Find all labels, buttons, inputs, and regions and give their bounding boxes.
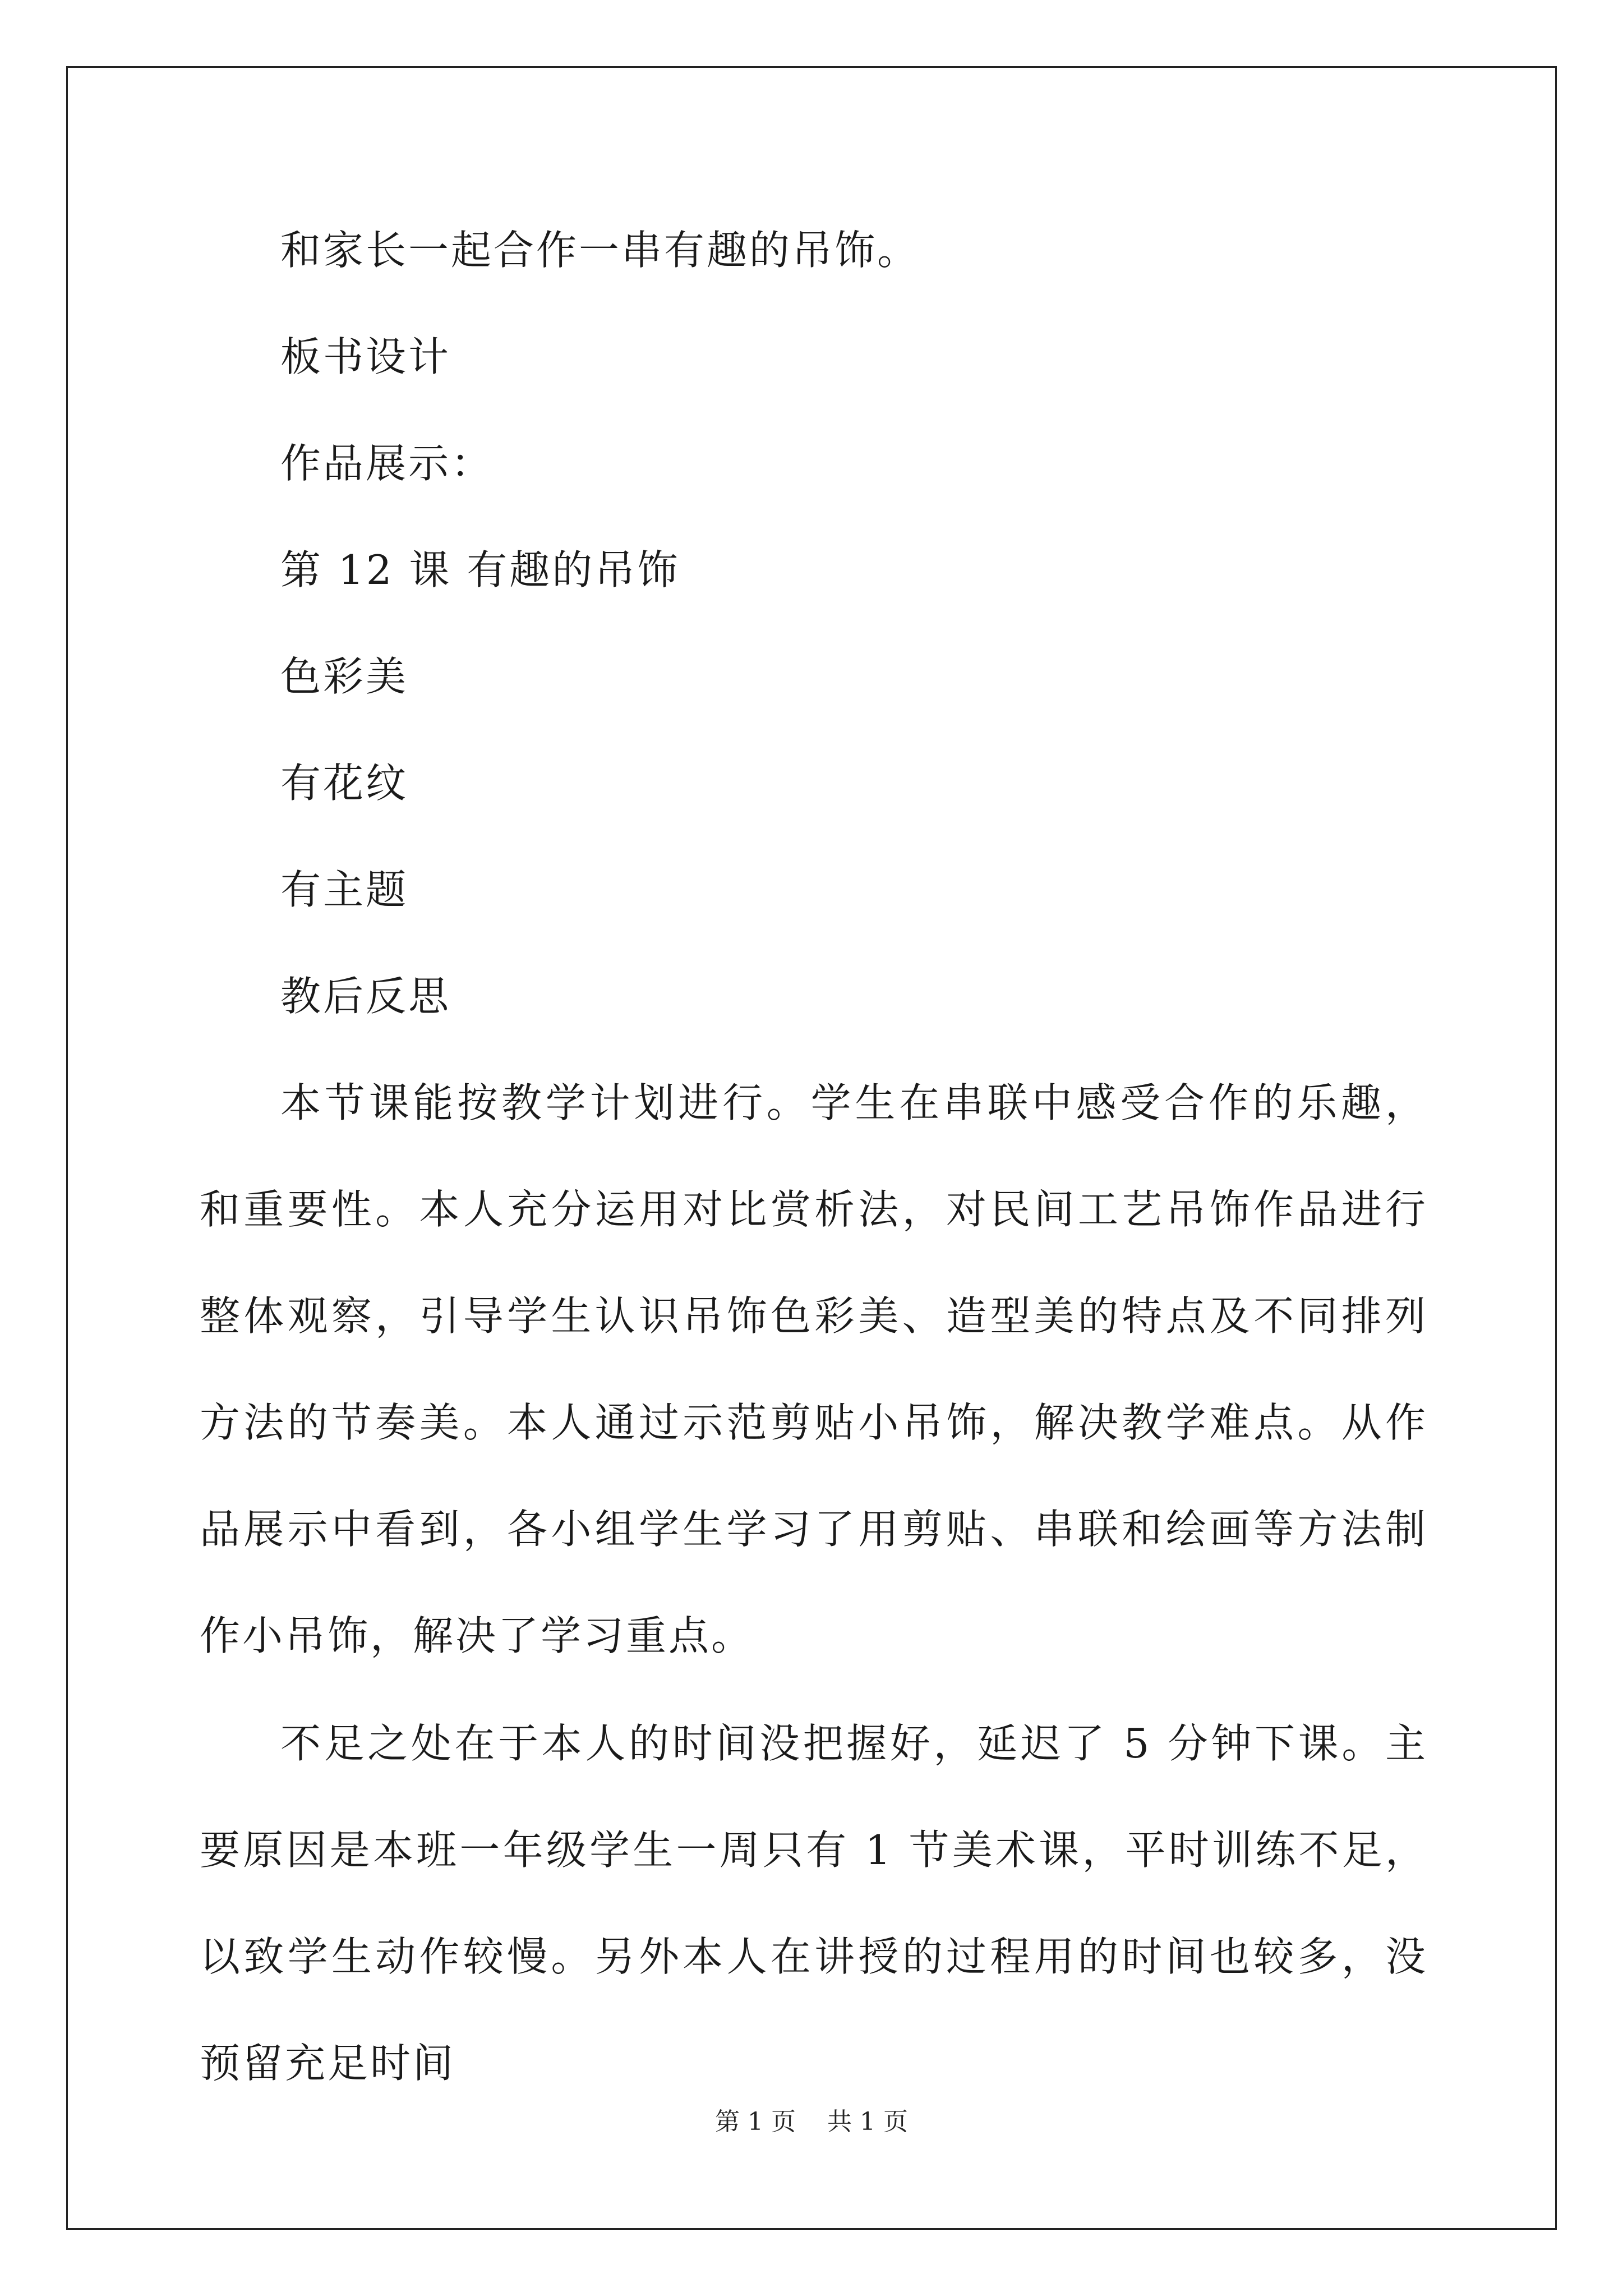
- text-line: 板书设计: [280, 333, 451, 380]
- text-line: 色彩美: [280, 653, 409, 700]
- paragraph: 不足之处在于本人的时间没把握好，延迟了 5 分钟下课。主要原因是本班一年级学生一周只有 1 节美术课，平时训练不足，以致学生动作较慢。另外本人在讲授的过程用的时间也较多，没预留充足时间: [200, 1720, 1428, 2087]
- page-number: 第 1 页: [715, 2108, 796, 2136]
- text-line: 作品展示：: [280, 440, 494, 487]
- text-line: 和家长一起合作一串有趣的吊饰。: [280, 227, 920, 274]
- text-line: 有花纹: [280, 760, 409, 807]
- page-footer: [0, 2106, 1623, 2138]
- section-heading: 教后反思: [280, 973, 451, 1020]
- paragraph: 本节课能按教学计划进行。学生在串联中感受合作的乐趣，和重要性。本人充分运用对比赏析法，对民间工艺吊饰作品进行整体观察，引导学生认识吊饰色彩美、造型美的特点及不同排列方法的节奏美。本人通过示范剪贴小吊饰，解决教学难点。从作品展示中看到，各小组学生学习了用剪贴、串联和绘画等方法制作小吊饰，解决了学习重点。: [200, 1079, 1428, 1659]
- text-line: 有主题: [280, 866, 409, 913]
- text-line: 第 12 课 有趣的吊饰: [280, 546, 680, 593]
- page-count: 共 1 页: [827, 2108, 908, 2136]
